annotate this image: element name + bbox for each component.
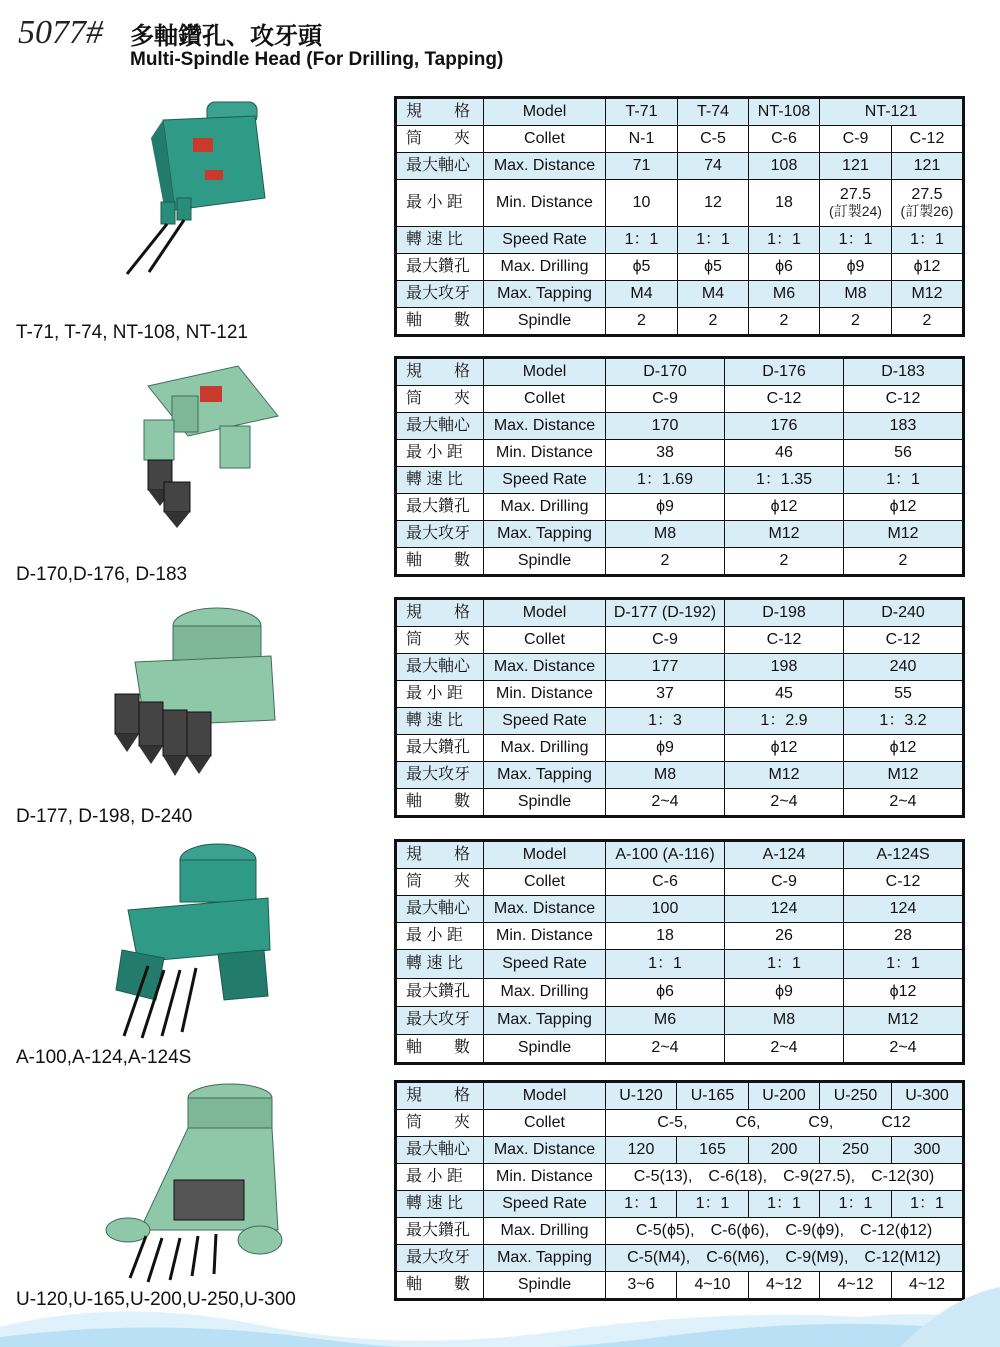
caption-d-177-series: D-177, D-198, D-240	[16, 806, 193, 827]
drill-cell: ϕ12	[725, 494, 844, 521]
maxdist-cell: 124	[725, 896, 844, 923]
drill-cell: ϕ6	[749, 254, 820, 281]
maxdist-cell: 74	[678, 153, 749, 180]
label-tap-zh: 最大攻牙	[396, 281, 484, 308]
spindle-cell: 2~4	[725, 1035, 844, 1064]
mindist-cell: 10	[606, 180, 678, 227]
model-cell: NT-121	[820, 98, 964, 126]
row-max-tapping	[396, 1245, 964, 1272]
row-max-tapping	[396, 762, 964, 789]
label-speed-en: Speed Rate	[484, 708, 606, 735]
speed-cell: 1：1	[606, 227, 678, 254]
row-speed-rate	[396, 227, 964, 254]
mindist-cell: 46	[725, 440, 844, 467]
collet-cell: C-6	[606, 869, 725, 896]
label-spindle-en: Spindle	[484, 1035, 606, 1064]
row-model	[396, 599, 964, 627]
label-drill-zh: 最大鑽孔	[396, 254, 484, 281]
collet-cell: C-5	[678, 126, 749, 153]
label-spindle-zh: 軸 數	[396, 308, 484, 336]
label-speed-zh: 轉 速 比	[396, 708, 484, 735]
row-collet	[396, 386, 964, 413]
spindle-cell: 2	[820, 308, 892, 336]
label-mindist-en: Min. Distance	[484, 180, 606, 227]
spec-table-d-177-series	[394, 597, 965, 818]
label-speed-zh: 轉 速 比	[396, 227, 484, 254]
label-drill-zh: 最大鑽孔	[396, 735, 484, 762]
row-min-distance	[396, 180, 964, 227]
tap-cell: M12	[844, 1007, 964, 1035]
catalog-number: 5077#	[18, 14, 103, 51]
model-cell: D-177 (D-192)	[606, 599, 725, 627]
row-max-distance	[396, 654, 964, 681]
spec-table-t-series	[394, 96, 965, 337]
row-max-drilling	[396, 735, 964, 762]
drill-cell: ϕ12	[725, 735, 844, 762]
collet-cell: C-12	[725, 627, 844, 654]
speed-cell: 1：1	[606, 1191, 677, 1218]
drill-cell: ϕ5	[678, 254, 749, 281]
label-drill-zh: 最大鑽孔	[396, 494, 484, 521]
label-model-zh: 規 格	[396, 841, 484, 869]
spindle-cell: 4~10	[677, 1272, 749, 1300]
label-spindle-zh: 軸 數	[396, 548, 484, 576]
model-cell: A-124S	[844, 841, 964, 869]
mindist-merged-cell: C-5(13), C-6(18), C-9(27.5), C-12(30)	[606, 1164, 964, 1191]
label-drill-en: Max. Drilling	[484, 1218, 606, 1245]
label-tap-en: Max. Tapping	[484, 521, 606, 548]
label-speed-zh: 轉 速 比	[396, 467, 484, 494]
label-tap-en: Max. Tapping	[484, 1245, 606, 1272]
spindle-cell: 2	[844, 548, 964, 576]
label-maxdist-zh: 最大軸心	[396, 413, 484, 440]
label-maxdist-en: Max. Distance	[484, 1137, 606, 1164]
label-maxdist-en: Max. Distance	[484, 654, 606, 681]
speed-cell: 1：2.9	[725, 708, 844, 735]
label-mindist-zh: 最 小 距	[396, 923, 484, 950]
spindle-cell: 2~4	[725, 789, 844, 817]
model-cell: U-165	[677, 1082, 749, 1110]
label-collet-zh: 筒 夾	[396, 869, 484, 896]
tap-cell: M8	[606, 762, 725, 789]
row-speed-rate	[396, 708, 964, 735]
label-maxdist-en: Max. Distance	[484, 413, 606, 440]
drill-cell: ϕ12	[844, 494, 964, 521]
label-drill-en: Max. Drilling	[484, 735, 606, 762]
row-min-distance	[396, 923, 964, 950]
drill-cell: ϕ12	[844, 979, 964, 1007]
model-cell: T-71	[606, 98, 678, 126]
model-cell: A-124	[725, 841, 844, 869]
drill-merged-cell: C-5(ϕ5), C-6(ϕ6), C-9(ϕ9), C-12(ϕ12)	[606, 1218, 964, 1245]
model-cell: U-250	[820, 1082, 892, 1110]
row-max-drilling	[396, 254, 964, 281]
speed-cell: 1：1	[749, 1191, 820, 1218]
collet-cell: C-12	[844, 869, 964, 896]
spindle-cell: 2~4	[606, 1035, 725, 1064]
mindist-cell: 12	[678, 180, 749, 227]
label-model-en: Model	[484, 841, 606, 869]
row-model	[396, 98, 964, 126]
label-model-en: Model	[484, 98, 606, 126]
drill-cell: ϕ9	[606, 494, 725, 521]
tap-cell: M4	[678, 281, 749, 308]
row-max-distance	[396, 1137, 964, 1164]
label-drill-zh: 最大鑽孔	[396, 979, 484, 1007]
speed-cell: 1：1	[844, 467, 964, 494]
spindle-cell: 4~12	[892, 1272, 964, 1300]
label-maxdist-zh: 最大軸心	[396, 654, 484, 681]
label-spindle-en: Spindle	[484, 1272, 606, 1300]
label-model-zh: 規 格	[396, 358, 484, 386]
label-tap-en: Max. Tapping	[484, 762, 606, 789]
label-drill-zh: 最大鑽孔	[396, 1218, 484, 1245]
label-tap-en: Max. Tapping	[484, 281, 606, 308]
row-collet	[396, 1110, 964, 1137]
speed-cell: 1：1	[892, 1191, 964, 1218]
spindle-cell: 2	[725, 548, 844, 576]
model-cell: D-176	[725, 358, 844, 386]
row-min-distance	[396, 1164, 964, 1191]
spindle-cell: 2~4	[606, 789, 725, 817]
maxdist-cell: 177	[606, 654, 725, 681]
collet-cell: C-9	[820, 126, 892, 153]
caption-u-series: U-120,U-165,U-200,U-250,U-300	[16, 1289, 296, 1310]
row-model	[396, 841, 964, 869]
row-max-drilling	[396, 494, 964, 521]
model-cell: U-200	[749, 1082, 820, 1110]
spindle-cell: 4~12	[749, 1272, 820, 1300]
t-series-head-image	[115, 98, 285, 278]
label-speed-en: Speed Rate	[484, 227, 606, 254]
speed-cell: 1：1	[725, 950, 844, 979]
spindle-cell: 2	[749, 308, 820, 336]
drill-cell: ϕ5	[606, 254, 678, 281]
label-collet-en: Collet	[484, 126, 606, 153]
label-mindist-zh: 最 小 距	[396, 681, 484, 708]
label-speed-en: Speed Rate	[484, 467, 606, 494]
spec-table-a-series	[394, 839, 965, 1065]
maxdist-cell: 240	[844, 654, 964, 681]
spec-table-d-170-series	[394, 356, 965, 577]
label-model-zh: 規 格	[396, 1082, 484, 1110]
speed-cell: 1：1	[892, 227, 964, 254]
label-spindle-zh: 軸 數	[396, 789, 484, 817]
label-tap-zh: 最大攻牙	[396, 521, 484, 548]
row-max-drilling	[396, 1218, 964, 1245]
speed-cell: 1：1	[844, 950, 964, 979]
tap-merged-cell: C-5(M4), C-6(M6), C-9(M9), C-12(M12)	[606, 1245, 964, 1272]
label-tap-zh: 最大攻牙	[396, 1007, 484, 1035]
maxdist-cell: 165	[677, 1137, 749, 1164]
tap-cell: M6	[606, 1007, 725, 1035]
tap-cell: M8	[725, 1007, 844, 1035]
row-spindle	[396, 548, 964, 576]
mindist-cell: 18	[606, 923, 725, 950]
speed-cell: 1：1	[749, 227, 820, 254]
collet-cell: N-1	[606, 126, 678, 153]
tap-cell: M12	[725, 762, 844, 789]
tap-cell: M8	[820, 281, 892, 308]
maxdist-cell: 198	[725, 654, 844, 681]
speed-cell: 1：1	[677, 1191, 749, 1218]
mindist-custom-note: (訂製26)	[900, 203, 954, 220]
label-speed-en: Speed Rate	[484, 1191, 606, 1218]
model-cell: U-300	[892, 1082, 964, 1110]
label-maxdist-zh: 最大軸心	[396, 1137, 484, 1164]
label-maxdist-zh: 最大軸心	[396, 896, 484, 923]
label-collet-en: Collet	[484, 869, 606, 896]
label-spindle-en: Spindle	[484, 548, 606, 576]
label-collet-zh: 筒 夾	[396, 627, 484, 654]
model-cell: D-183	[844, 358, 964, 386]
collet-cell: C-12	[844, 386, 964, 413]
label-model-en: Model	[484, 1082, 606, 1110]
label-model-en: Model	[484, 599, 606, 627]
maxdist-cell: 183	[844, 413, 964, 440]
tap-cell: M8	[606, 521, 725, 548]
maxdist-cell: 108	[749, 153, 820, 180]
row-max-distance	[396, 413, 964, 440]
row-speed-rate	[396, 467, 964, 494]
maxdist-cell: 120	[606, 1137, 677, 1164]
label-collet-zh: 筒 夾	[396, 126, 484, 153]
maxdist-cell: 200	[749, 1137, 820, 1164]
row-model	[396, 358, 964, 386]
speed-cell: 1：1.35	[725, 467, 844, 494]
maxdist-cell: 250	[820, 1137, 892, 1164]
row-max-tapping	[396, 281, 964, 308]
mindist-value: 27.5	[911, 186, 943, 204]
spindle-cell: 2~4	[844, 789, 964, 817]
spindle-cell: 2~4	[844, 1035, 964, 1064]
decorative-bottom-wave	[0, 1287, 1000, 1347]
row-collet	[396, 869, 964, 896]
label-tap-zh: 最大攻牙	[396, 1245, 484, 1272]
maxdist-cell: 100	[606, 896, 725, 923]
u-series-head-image	[100, 1080, 285, 1285]
collet-cell: C-9	[606, 627, 725, 654]
tap-cell: M12	[725, 521, 844, 548]
row-min-distance	[396, 440, 964, 467]
label-collet-zh: 筒 夾	[396, 1110, 484, 1137]
collet-merged-cell: C-5, C6, C9, C12	[606, 1110, 964, 1137]
collet-cell: C-9	[725, 869, 844, 896]
model-cell: NT-108	[749, 98, 820, 126]
maxdist-cell: 121	[892, 153, 964, 180]
drill-cell: ϕ9	[725, 979, 844, 1007]
tap-cell: M6	[749, 281, 820, 308]
collet-cell: C-12	[725, 386, 844, 413]
row-max-distance	[396, 153, 964, 180]
maxdist-cell: 71	[606, 153, 678, 180]
tap-cell: M12	[844, 521, 964, 548]
model-cell: U-120	[606, 1082, 677, 1110]
label-mindist-en: Min. Distance	[484, 1164, 606, 1191]
row-collet	[396, 627, 964, 654]
label-model-zh: 規 格	[396, 599, 484, 627]
label-drill-en: Max. Drilling	[484, 254, 606, 281]
label-maxdist-en: Max. Distance	[484, 153, 606, 180]
model-cell: D-240	[844, 599, 964, 627]
label-collet-en: Collet	[484, 627, 606, 654]
spindle-cell: 2	[606, 308, 678, 336]
maxdist-cell: 300	[892, 1137, 964, 1164]
row-max-drilling	[396, 979, 964, 1007]
tap-cell: M4	[606, 281, 678, 308]
spindle-cell: 4~12	[820, 1272, 892, 1300]
collet-cell: C-6	[749, 126, 820, 153]
row-model	[396, 1082, 964, 1110]
label-mindist-en: Min. Distance	[484, 440, 606, 467]
speed-cell: 1：3	[606, 708, 725, 735]
mindist-cell-stacked	[820, 180, 892, 227]
label-tap-zh: 最大攻牙	[396, 762, 484, 789]
label-mindist-en: Min. Distance	[484, 681, 606, 708]
collet-cell: C-12	[892, 126, 964, 153]
model-cell: A-100 (A-116)	[606, 841, 725, 869]
mindist-cell: 55	[844, 681, 964, 708]
speed-cell: 1：1	[678, 227, 749, 254]
row-max-tapping	[396, 521, 964, 548]
maxdist-cell: 121	[820, 153, 892, 180]
row-collet	[396, 126, 964, 153]
label-mindist-zh: 最 小 距	[396, 440, 484, 467]
collet-cell: C-12	[844, 627, 964, 654]
model-cell: D-198	[725, 599, 844, 627]
label-mindist-en: Min. Distance	[484, 923, 606, 950]
drill-cell: ϕ9	[820, 254, 892, 281]
label-collet-en: Collet	[484, 386, 606, 413]
a-series-head-image	[108, 840, 278, 1040]
label-tap-en: Max. Tapping	[484, 1007, 606, 1035]
row-max-tapping	[396, 1007, 964, 1035]
label-mindist-zh: 最 小 距	[396, 180, 484, 227]
label-speed-en: Speed Rate	[484, 950, 606, 979]
spindle-cell: 2	[892, 308, 964, 336]
label-maxdist-zh: 最大軸心	[396, 153, 484, 180]
mindist-value: 27.5	[839, 186, 872, 204]
page-title-en: Multi-Spindle Head (For Drilling, Tapping)	[130, 49, 504, 70]
label-drill-en: Max. Drilling	[484, 979, 606, 1007]
drill-cell: ϕ6	[606, 979, 725, 1007]
row-max-distance	[396, 896, 964, 923]
maxdist-cell: 176	[725, 413, 844, 440]
speed-cell: 1：1.69	[606, 467, 725, 494]
mindist-cell-stacked	[892, 180, 964, 227]
row-speed-rate	[396, 1191, 964, 1218]
maxdist-cell: 170	[606, 413, 725, 440]
mindist-custom-note: (訂製24)	[829, 203, 882, 220]
row-spindle	[396, 1035, 964, 1064]
label-mindist-zh: 最 小 距	[396, 1164, 484, 1191]
row-spindle	[396, 789, 964, 817]
spindle-cell: 2	[678, 308, 749, 336]
speed-cell: 1：3.2	[844, 708, 964, 735]
label-model-zh: 規 格	[396, 98, 484, 126]
label-spindle-en: Spindle	[484, 308, 606, 336]
row-speed-rate	[396, 950, 964, 979]
label-collet-en: Collet	[484, 1110, 606, 1137]
drill-cell: ϕ12	[892, 254, 964, 281]
label-spindle-zh: 軸 數	[396, 1035, 484, 1064]
spindle-cell: 3~6	[606, 1272, 677, 1300]
d-170-series-head-image	[128, 356, 283, 531]
speed-cell: 1：1	[606, 950, 725, 979]
speed-cell: 1：1	[820, 1191, 892, 1218]
caption-t-series: T-71, T-74, NT-108, NT-121	[16, 322, 248, 343]
mindist-cell: 18	[749, 180, 820, 227]
mindist-cell: 38	[606, 440, 725, 467]
speed-cell: 1：1	[820, 227, 892, 254]
label-collet-zh: 筒 夾	[396, 386, 484, 413]
drill-cell: ϕ9	[606, 735, 725, 762]
label-speed-zh: 轉 速 比	[396, 950, 484, 979]
label-spindle-en: Spindle	[484, 789, 606, 817]
spec-table-u-series	[394, 1080, 965, 1301]
maxdist-cell: 124	[844, 896, 964, 923]
caption-a-series: A-100,A-124,A-124S	[16, 1047, 192, 1068]
mindist-cell: 28	[844, 923, 964, 950]
label-drill-en: Max. Drilling	[484, 494, 606, 521]
mindist-cell: 26	[725, 923, 844, 950]
spindle-cell: 2	[606, 548, 725, 576]
row-spindle	[396, 308, 964, 336]
model-cell: D-170	[606, 358, 725, 386]
label-speed-zh: 轉 速 比	[396, 1191, 484, 1218]
page-title-zh: 多軸鑽孔、攻牙頭	[130, 23, 322, 50]
mindist-cell: 45	[725, 681, 844, 708]
label-maxdist-en: Max. Distance	[484, 896, 606, 923]
model-cell: T-74	[678, 98, 749, 126]
tap-cell: M12	[844, 762, 964, 789]
label-model-en: Model	[484, 358, 606, 386]
mindist-cell: 56	[844, 440, 964, 467]
row-min-distance	[396, 681, 964, 708]
mindist-cell: 37	[606, 681, 725, 708]
d-177-series-head-image	[105, 602, 280, 782]
label-spindle-zh: 軸 數	[396, 1272, 484, 1300]
caption-d-170-series: D-170,D-176, D-183	[16, 564, 188, 585]
collet-cell: C-9	[606, 386, 725, 413]
tap-cell: M12	[892, 281, 964, 308]
drill-cell: ϕ12	[844, 735, 964, 762]
